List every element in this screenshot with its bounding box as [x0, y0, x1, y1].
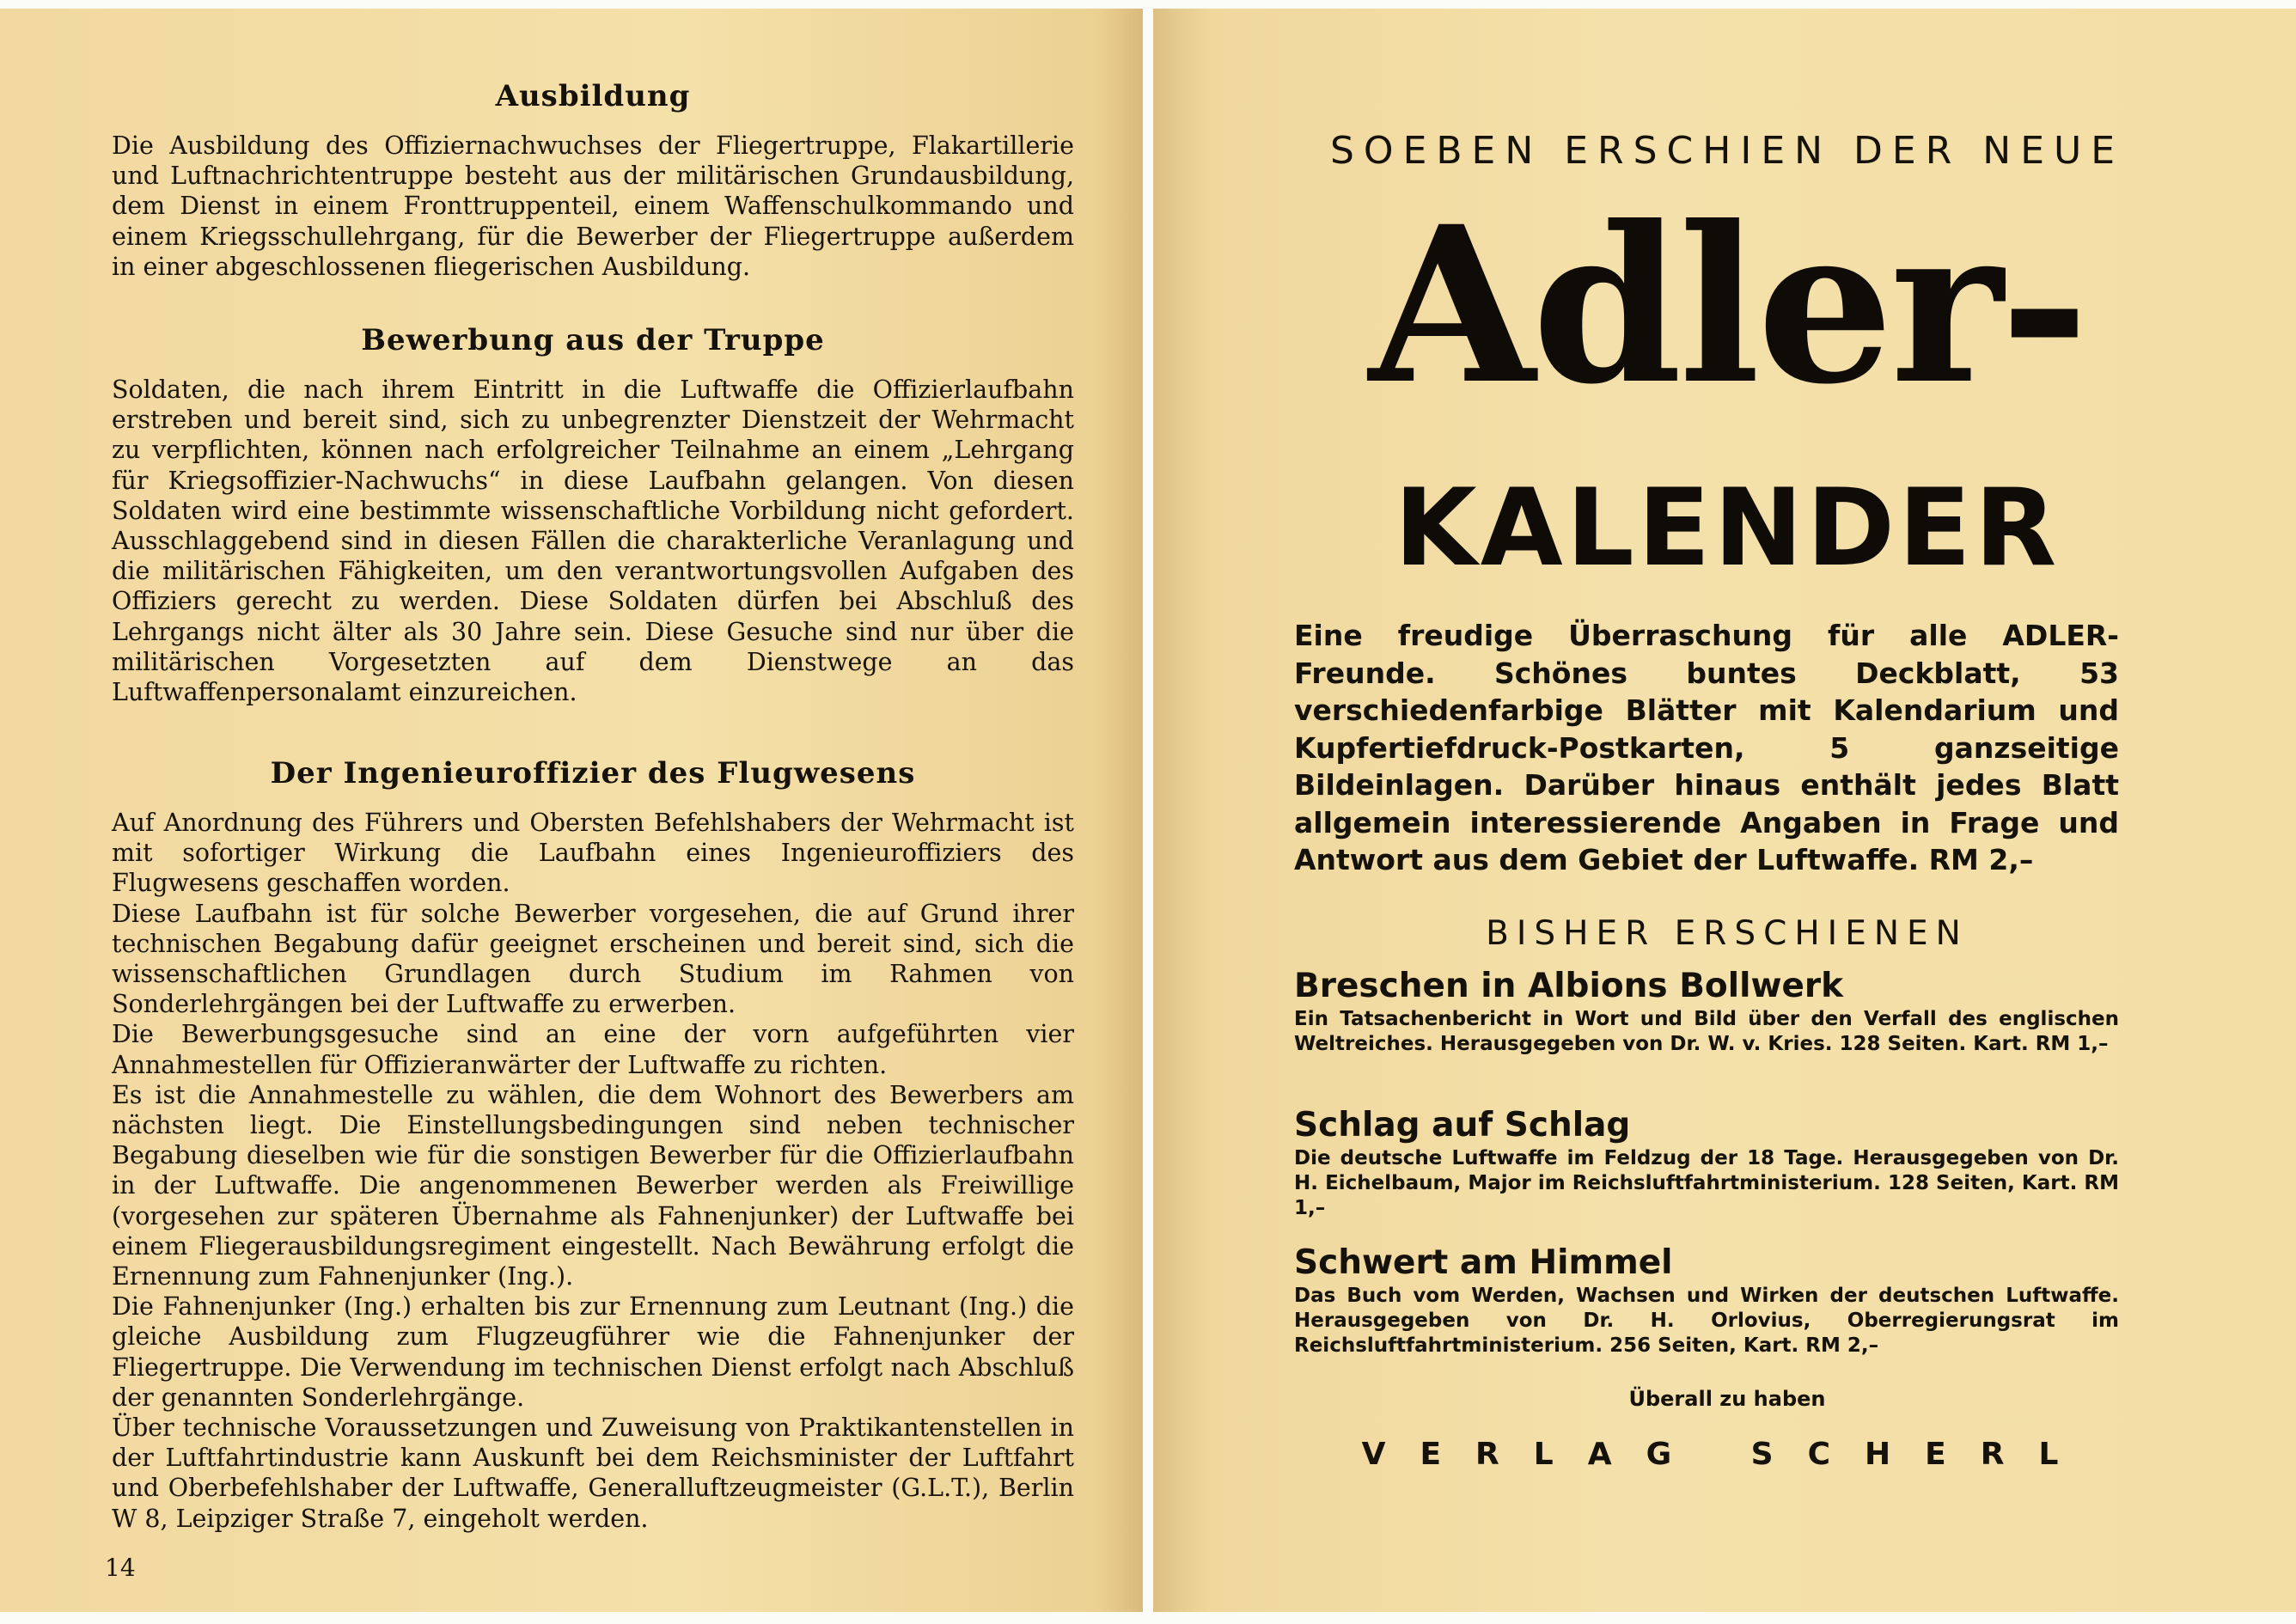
paragraph: Diese Laufbahn ist für solche Bewerber vorgesehen, die auf Grund ihrer technischen Begabung dafür geeignet erscheinen und bereit sind, sich die wissenschaftlichen Grundlagen durch Studium im Rahmen von Sonderlehrgängen bei der Luftwaffe zu erwerben.	[112, 899, 1074, 1019]
section-body-ingenieuroffizier	[112, 808, 1074, 1534]
book-entry	[1294, 1105, 2119, 1221]
book-description: Ein Tatsachenbericht in Wort und Bild über den Verfall des englischen Weltreiches. Herausgegeben von Dr. W. v. Kries. 128 Seiten. Kart. RM 1,–	[1294, 1008, 2119, 1055]
section-heading-bewerbung: Bewerbung aus der Truppe	[361, 323, 825, 357]
paragraph: Über technische Voraussetzungen und Zuweisung von Praktikantenstellen in der Luftfahrtindustrie kann Auskunft bei dem Reichsminister der Luftfahrt und Oberbefehlshaber der Luftwaffe, Generalluftzeugmeister (G.L.T.), Berlin W 8, Leipziger Straße 7, eingeholt werden.	[112, 1413, 1074, 1533]
availability-note: Überall zu haben	[1628, 1387, 1826, 1411]
paragraph: Die Fahnenjunker (Ing.) erhalten bis zur Ernennung zum Leutnant (Ing.) die gleiche Ausbildung zum Flugzeugführer wie die Fahnenjunker der Fliegertruppe. Die Verwendung im technischen Dienst erfolgt nach Abschluß der genannten Sonderlehrgänge.	[112, 1292, 1074, 1412]
paragraph: Soldaten, die nach ihrem Eintritt in die Luftwaffe die Offizierlaufbahn erstreben und bereit sind, sich zu unbegrenzter Dienstzeit der Wehrmacht zu verpflichten, können nach erfolgreicher Teilnahme an einem „Lehrgang für Kriegsoffizier-Nachwuchs“ in diese Laufbahn gelangen. Von diesen Soldaten wird eine bestimmte wissenschaftliche Vorbildung nicht gefordert. Ausschlaggebend sind in diesen Fällen die charakterliche Veranlagung und die militärischen Fähigkeiten, um den verantwortungsvollen Aufgaben des Offiziers gerecht zu werden. Diese Soldaten dürfen bei Abschluß des Lehrgangs nicht älter als 30 Jahre sein. Diese Gesuche sind nur über die militärischen Vorgesetzten auf dem Dienstwege an das Luftwaffenpersonalamt einzureichen.	[112, 375, 1074, 707]
paragraph: Auf Anordnung des Führers und Obersten Befehlshabers der Wehrmacht ist mit sofortiger Wirkung die Laufbahn eines Ingenieuroffiziers des Flugwesens geschaffen worden.	[112, 809, 1074, 898]
paragraph: Die Ausbildung des Offiziernachwuchses der Fliegertruppe, Flakartillerie und Luftnachrichtentruppe besteht aus der militärischen Grundausbildung, dem Dienst in einem Fronttruppenteil, einem Waffenschulkommando und einem Kriegsschullehrgang, für die Bewerber der Fliegertruppe außerdem in einer abgeschlossenen fliegerischen Ausbildung.	[112, 131, 1074, 281]
paragraph: Die Bewerbungsgesuche sind an eine der vorn aufgeführten vier Annahmestellen für Offizieranwärter der Luftwaffe zu richten.	[112, 1020, 1074, 1079]
paragraph: Es ist die Annahmestelle zu wählen, die dem Wohnort des Bewerbers am nächsten liegt. Die Einstellungsbedingungen sind neben technischer Begabung dieselben wie für die sonstigen Bewerber für die Offizierlaufbahn in der Luftwaffe. Die angenommenen Bewerber werden als Freiwillige (vorgesehen zur späteren Übernahme als Fahnenjunker) der Luftwaffe bei einem Fliegerausbildungsregiment eingestellt. Nach Bewährung erfolgt die Ernennung zum Fahnenjunker (Ing.).	[112, 1080, 1074, 1291]
book-title: Breschen in Albions Bollwerk	[1294, 967, 1844, 1005]
promo-text: Eine freudige Überraschung für alle ADLER-Freunde. Schönes buntes Deckblatt, 53 verschiedenfarbige Blätter mit Kalendarium und Kupfertiefdruck-Postkarten, 5 ganzseitige Bildeinlagen. Darüber hinaus enthält jedes Blatt allgemein interessierende Angaben in Frage und Antwort aus dem Gebiet der Luftwaffe. RM 2,–	[1294, 619, 2119, 876]
section-body-bewerbung	[112, 375, 1074, 707]
book-gutter	[1143, 0, 1153, 1624]
title-kalender: KALENDER	[1394, 467, 2061, 590]
title-adler: Adler-	[1368, 179, 2086, 431]
book-title: Schwert am Himmel	[1294, 1243, 1673, 1282]
book-description: Die deutsche Luftwaffe im Feldzug der 18 Tage. Herausgegeben von Dr. H. Eichelbaum, Major im Reichsluftfahrtministerium. 128 Seiten, Kart. RM 1,–	[1294, 1147, 2119, 1219]
section-body-ausbildung	[112, 131, 1074, 282]
page-number: 14	[105, 1554, 136, 1582]
book-description: Das Buch vom Werden, Wachsen und Wirken der deutschen Luftwaffe. Herausgegeben von Dr. H. Orlovius, Oberregierungsrat im Reichsluftfahrtministerium. 256 Seiten, Kart. RM 2,–	[1294, 1285, 2119, 1357]
section-heading-ingenieuroffizier: Der Ingenieuroffizier des Flugwesens	[270, 756, 916, 791]
book-title: Schlag auf Schlag	[1294, 1106, 1631, 1145]
book-entry	[1294, 1242, 2119, 1358]
announcement-line: SOEBEN ERSCHIEN DER NEUE	[1330, 129, 2124, 173]
section-heading-ausbildung: Ausbildung	[495, 79, 691, 113]
previously-heading: BISHER ERSCHIENEN	[1486, 914, 1969, 953]
book-entry	[1294, 966, 2119, 1057]
publisher-name: VERLAG SCHERL	[1361, 1437, 2093, 1472]
